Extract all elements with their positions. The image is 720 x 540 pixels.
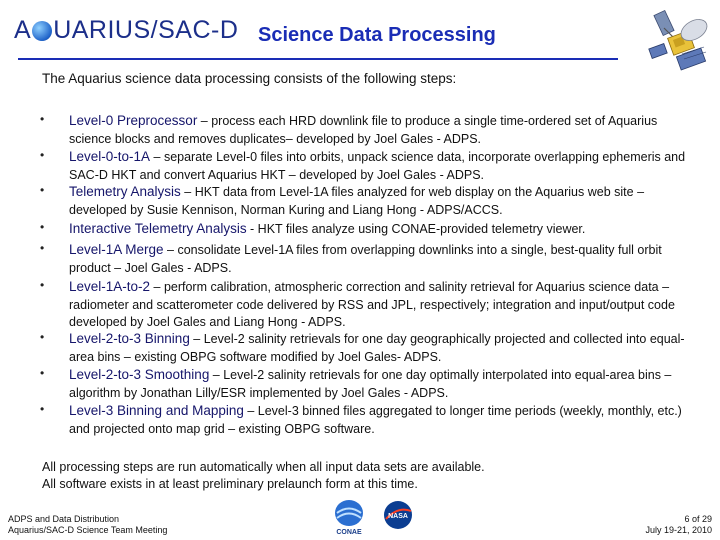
bullet-icon: • [40,241,45,255]
bullet-icon: • [40,402,45,416]
summary-notes [42,459,485,493]
bullet-icon: • [40,366,45,380]
conae-label: CONAE [336,529,362,536]
step-text: - HKT files analyze using CONAE-provided telemetry viewer. [246,222,586,236]
step-heading: Level-1A-to-2 [69,279,151,294]
satellite-icon [636,6,714,76]
header-divider [18,58,618,60]
footer-right [645,514,712,536]
step-heading: Level-0 Preprocessor [69,113,198,128]
conae-logo [330,496,368,536]
note-line: All processing steps are run automatically when all input data sets are available. [42,460,485,474]
footer-org: ADPS and Data Distribution [8,514,120,524]
step-heading: Level-0-to-1A [69,149,151,164]
bullet-icon: • [40,278,45,292]
bullet-icon: • [40,112,45,126]
step-heading: Interactive Telemetry Analysis [69,221,247,236]
intro-text: The Aquarius science data processing consists of the following steps: [42,71,457,86]
step-text: – process each HRD downlink file to produce a single time-ordered set of Aquarius science blocks and removes duplicates– developed by Joel Gales - ADPS. [69,114,658,146]
step-text: – perform calibration, atmospheric correction and salinity retrieval for Aquarius science data – radiometer and scatterometer code delivered by RSS and JPL, respectively; integration and input/output code developed by Joel Gales and Liang Hong - ADPS. [69,280,675,329]
meeting-date: July 19-21, 2010 [645,525,712,535]
note-line: All software exists in at least preliminary prelaunch form at this time. [42,477,418,491]
step-heading: Telemetry Analysis [69,184,181,199]
step-heading: Level-2-to-3 Smoothing [69,367,210,382]
bullet-icon: • [40,330,45,344]
step-text: – Level-2 salinity retrievals for one day geographically projected and collected into equal-area bins – existing OBPG software modified by Joel Gales- ADPS. [69,332,685,364]
footer-left [8,514,167,536]
nasa-label: NASA [388,513,408,520]
step-text: – consolidate Level-1A files from overlapping downlinks into a single, best-quality full orbit product – Joel Gales - ADPS. [69,243,662,275]
aquarius-sacd-logo [14,14,238,46]
bullet-icon: • [40,183,45,197]
step-heading: Level-2-to-3 Binning [69,331,190,346]
logo-text: A UARIUS /SAC-D [14,15,239,44]
page-number: 6 of 29 [684,514,712,524]
logo-suffix: /SAC-D [150,15,239,44]
globe-icon [32,21,52,41]
step-text: – separate Level-0 files into orbits, unpack science data, incorporate overlapping ephemeris and SAC-D HKT and convert Aquarius HKT – developed by Joel Gales - ADPS. [69,150,686,182]
step-text: – Level-3 binned files aggregated to longer time periods (weekly, monthly, etc.) and projected onto map grid – existing OBPG software. [69,404,682,436]
footer-meeting: Aquarius/SAC-D Science Team Meeting [8,525,168,535]
bullet-icon: • [40,220,45,234]
step-text: – Level-2 salinity retrievals for one day optimally interpolated into equal-area bins – algorithm by Jonathan Lilly/ESR implemented by Joel Gales - ADPS. [69,368,672,400]
step-heading: Level-1A Merge [69,242,164,257]
step-heading: Level-3 Binning and Mapping [69,403,244,418]
step-text: – HKT data from Level-1A files analyzed for web display on the Aquarius web site – developed by Susie Kennison, Norman Kuring and Liang Hong - ADPS/ACCS. [69,185,645,217]
bullet-icon: • [40,148,45,162]
nasa-logo [383,500,413,530]
slide-title: Science Data Processing [258,24,496,46]
